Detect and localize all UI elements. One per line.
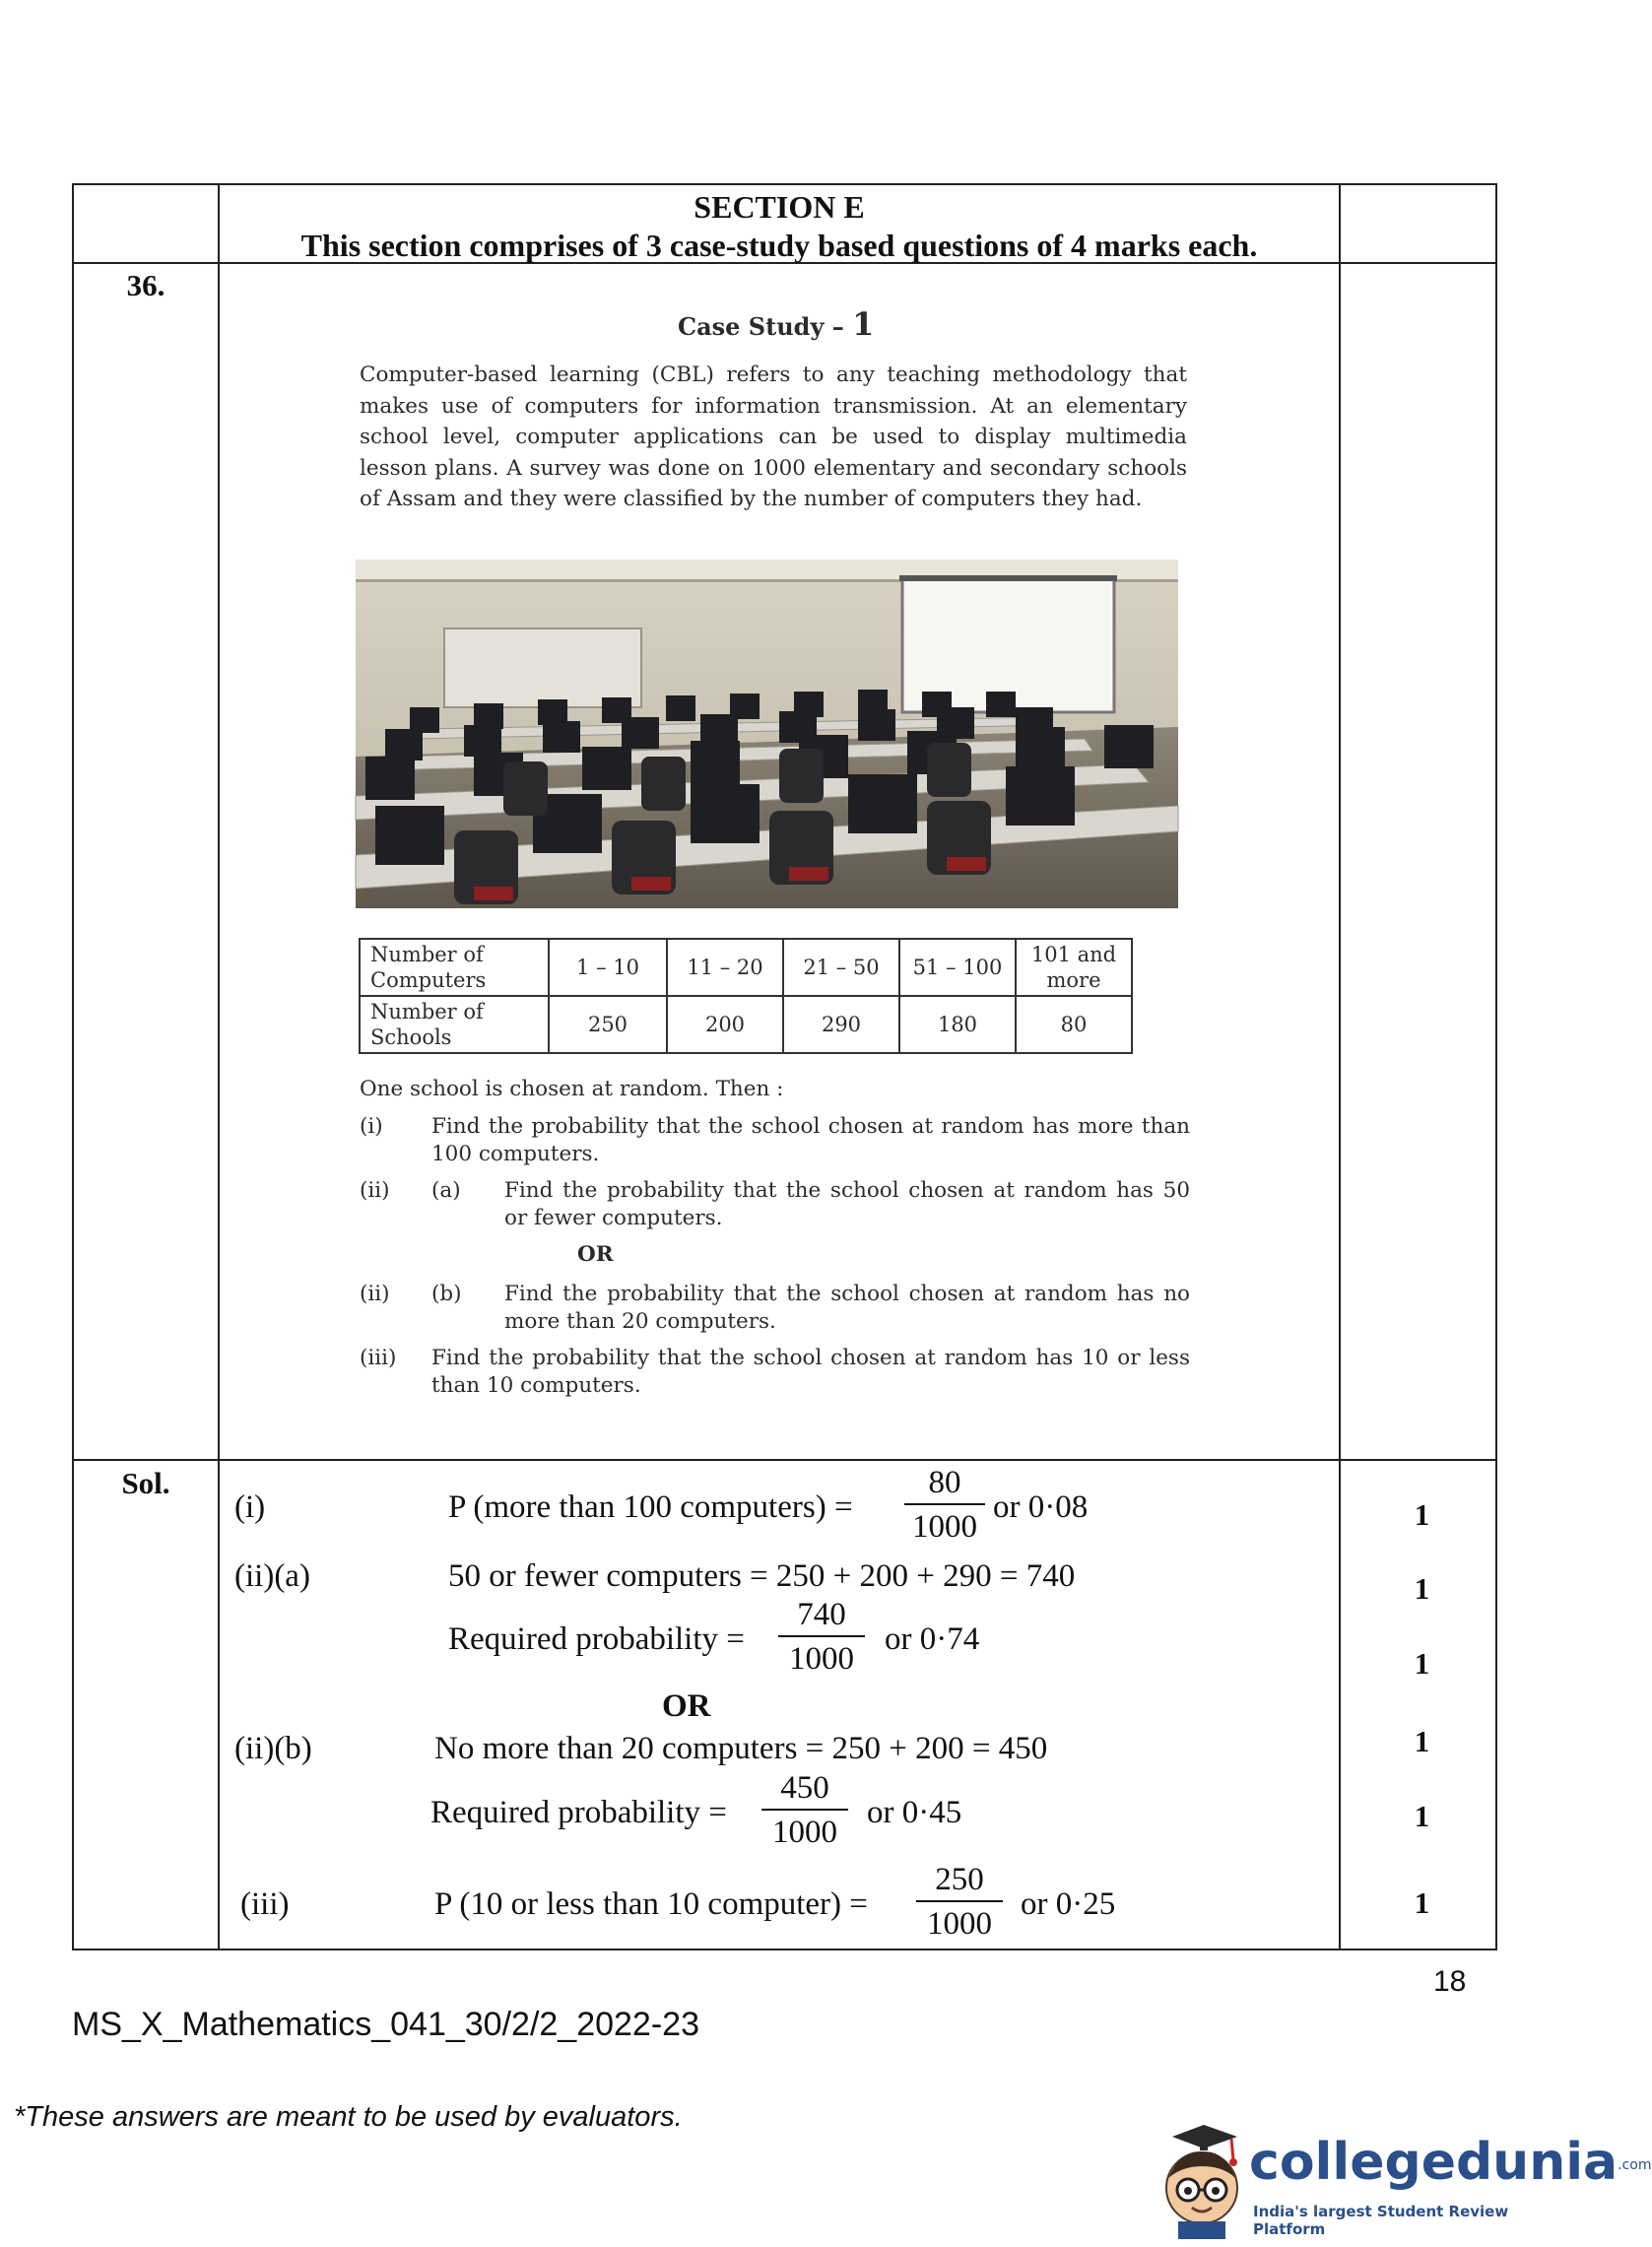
- sol-iia-text: Required probability =: [448, 1621, 745, 1657]
- part-iib-sub: (b): [431, 1282, 462, 1306]
- brand-name-text: collegedunia: [1249, 2133, 1619, 2192]
- section-title: SECTION E: [694, 189, 865, 225]
- question-bottom-border: [72, 1459, 1497, 1461]
- mark-value: 1: [1414, 1799, 1430, 1833]
- sol-iii-fraction: [916, 1861, 1003, 1943]
- part-iib-roman: (ii): [360, 1282, 390, 1306]
- row-label-schools: Number of Schools: [360, 996, 549, 1053]
- table-value-cell: 180: [899, 996, 1016, 1053]
- classroom-illustration: [356, 560, 1178, 908]
- part-iii-text: Find the probability that the school chosen at random has 10 or less than 10 computers.: [431, 1346, 1190, 1398]
- row-label-computers: Number of Computers: [360, 939, 549, 996]
- table-value-cell: 290: [783, 996, 899, 1053]
- table-value-cell: 80: [1016, 996, 1132, 1053]
- computers-table: [359, 938, 1133, 1054]
- part-iia-text: Find the probability that the school chosen at random has 50 or fewer computers.: [504, 1178, 1190, 1230]
- sol-iii-label: (iii): [240, 1886, 290, 1922]
- question-intro: One school is chosen at random. Then :: [360, 1077, 784, 1101]
- mascot-icon: [1143, 2123, 1251, 2241]
- brand-name: [1249, 2133, 1652, 2192]
- sol-i-fraction: [904, 1464, 985, 1546]
- part-iii-roman: (iii): [360, 1346, 397, 1370]
- table-header-cell: 1 – 10: [549, 939, 667, 996]
- table-header-cell: 21 – 50: [783, 939, 899, 996]
- part-i-text: Find the probability that the school chosen at random has more than 100 computers.: [431, 1114, 1190, 1166]
- sol-iii-decimal: or 0·25: [1021, 1886, 1116, 1922]
- table-left-border: [72, 183, 74, 1950]
- sol-i-decimal: or 0·08: [993, 1489, 1089, 1525]
- sol-or-label: OR: [662, 1688, 711, 1724]
- question-number: 36.: [126, 268, 165, 302]
- sol-iib-decimal: or 0·45: [867, 1795, 962, 1830]
- sol-iia-decimal: or 0·74: [885, 1621, 980, 1657]
- part-iib-text: Find the probability that the school chosen at random has no more than 20 computers.: [504, 1282, 1190, 1334]
- fraction-denominator: 1000: [772, 1815, 837, 1850]
- column-divider-1: [218, 183, 220, 1950]
- table-value-cell: 250: [549, 996, 667, 1053]
- document-code: MS_X_Mathematics_041_30/2/2_2022-23: [72, 2006, 699, 2043]
- brand-tagline: India's largest Student Review Platform: [1253, 2203, 1509, 2238]
- sol-iia-fraction: [778, 1596, 865, 1678]
- evaluator-disclaimer: *These answers are meant to be used by evaluators.: [14, 2101, 683, 2133]
- case-study-number: 1: [852, 305, 875, 343]
- sol-iib-label: (ii)(b): [234, 1731, 312, 1766]
- sol-iia-line1: 50 or fewer computers = 250 + 200 + 290 = 740: [448, 1558, 1076, 1594]
- mark-value: 1: [1414, 1497, 1430, 1532]
- fraction-numerator: 80: [928, 1465, 961, 1500]
- fraction-bar: [761, 1809, 848, 1811]
- table-top-border: [72, 183, 1497, 185]
- solution-label: Sol.: [121, 1466, 170, 1500]
- case-study-paragraph: Computer-based learning (CBL) refers to any teaching methodology that makes use of computers for information transmission. At an elementary school level, computer applications can be used to display multimedia lesson plans. A survey was done on 1000 elementary and secondary schools of Assam and they were classified by the number of computers they had.: [360, 363, 1187, 511]
- fraction-numerator: 740: [797, 1597, 846, 1632]
- sol-iib-line1: No more than 20 computers = 250 + 200 = 450: [434, 1731, 1048, 1766]
- part-iia-roman: (ii): [360, 1178, 390, 1203]
- mark-value: 1: [1414, 1571, 1430, 1606]
- fraction-numerator: 250: [935, 1862, 984, 1897]
- mark-value: 1: [1414, 1646, 1430, 1681]
- table-header-cell: 51 – 100: [899, 939, 1016, 996]
- fraction-numerator: 450: [780, 1770, 829, 1806]
- part-iia-sub: (a): [431, 1178, 461, 1203]
- question-or-label: OR: [577, 1242, 614, 1267]
- sol-i-label: (i): [234, 1489, 266, 1525]
- classroom-photo: [356, 560, 1178, 908]
- table-value-cell: 200: [667, 996, 783, 1053]
- section-subtitle: This section comprises of 3 case-study based questions of 4 marks each.: [300, 228, 1258, 263]
- sol-i-text: P (more than 100 computers) =: [448, 1489, 853, 1525]
- mascot-logo-icon: [1143, 2123, 1251, 2241]
- sol-iib-text: Required probability =: [430, 1795, 727, 1830]
- sol-iib-fraction: [761, 1769, 848, 1851]
- column-divider-2: [1339, 183, 1341, 1950]
- page-number: 18: [1433, 1965, 1467, 1998]
- sol-iii-text: P (10 or less than 10 computer) =: [434, 1886, 868, 1922]
- fraction-bar: [916, 1900, 1003, 1902]
- table-header-cell: 11 – 20: [667, 939, 783, 996]
- table-bottom-border: [72, 1949, 1497, 1950]
- table-right-border: [1495, 183, 1497, 1950]
- sol-iia-label: (ii)(a): [234, 1558, 310, 1594]
- fraction-denominator: 1000: [927, 1906, 992, 1942]
- case-study-heading: [678, 305, 874, 343]
- mark-value: 1: [1414, 1724, 1430, 1758]
- case-study-label: Case Study –: [678, 312, 844, 341]
- fraction-bar: [904, 1503, 985, 1505]
- fraction-denominator: 1000: [912, 1509, 977, 1545]
- mark-value: 1: [1414, 1885, 1430, 1920]
- part-i-roman: (i): [360, 1114, 383, 1139]
- table-header-cell: 101 and more: [1016, 939, 1132, 996]
- fraction-denominator: 1000: [789, 1641, 854, 1677]
- brand-suffix: .com: [1618, 2157, 1652, 2173]
- fraction-bar: [778, 1635, 865, 1637]
